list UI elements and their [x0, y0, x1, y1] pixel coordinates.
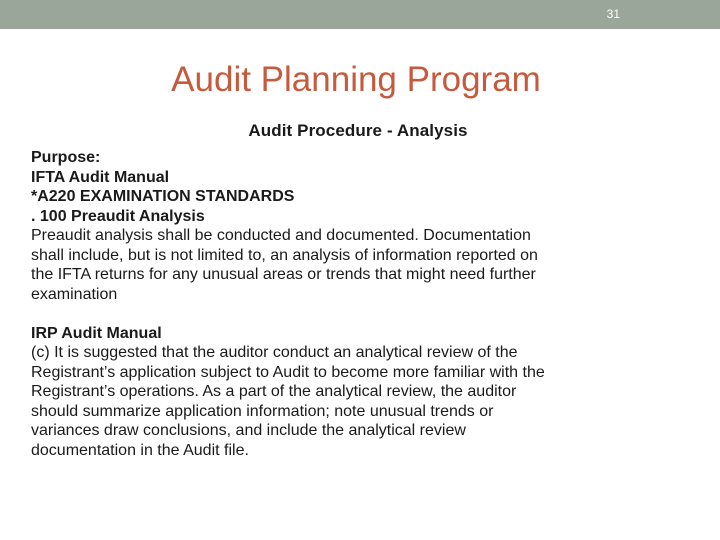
- header-bar: [0, 0, 720, 29]
- paragraph-line: Preaudit analysis shall be conducted and documented. Documentation: [31, 227, 531, 244]
- preaudit-heading: . 100 Preaudit Analysis: [31, 207, 205, 225]
- spacer: [31, 304, 681, 324]
- irp-paragraph: [31, 343, 681, 460]
- slide-subtitle: Audit Procedure - Analysis: [248, 121, 468, 140]
- slide-body: [31, 148, 681, 460]
- ifta-paragraph: [31, 226, 681, 304]
- paragraph-line: should summarize application information; note unusual trends or: [31, 402, 494, 420]
- slide-title: Audit Planning Program: [171, 60, 541, 99]
- slide-number: 31: [606, 7, 620, 21]
- paragraph-line: Registrant’s application subject to Audit to become more familiar with the: [31, 363, 545, 381]
- paragraph-line: (c) It is suggested that the auditor conduct an analytical review of the: [31, 344, 518, 361]
- paragraph-line: variances draw conclusions, and include the analytical review: [31, 422, 466, 439]
- paragraph-line: examination: [31, 285, 118, 303]
- purpose-label: Purpose:: [31, 149, 101, 166]
- standards-heading: *A220 EXAMINATION STANDARDS: [31, 188, 295, 205]
- paragraph-line: shall include, but is not limited to, an analysis of information reported on: [31, 246, 538, 264]
- paragraph-line: the IFTA returns for any unusual areas or trends that might need further: [31, 266, 536, 283]
- ifta-manual-heading: IFTA Audit Manual: [31, 168, 170, 186]
- irp-manual-heading: IRP Audit Manual: [31, 324, 162, 342]
- paragraph-line: documentation in the Audit file.: [31, 441, 249, 459]
- paragraph-line: Registrant’s operations. As a part of the analytical review, the auditor: [31, 383, 517, 400]
